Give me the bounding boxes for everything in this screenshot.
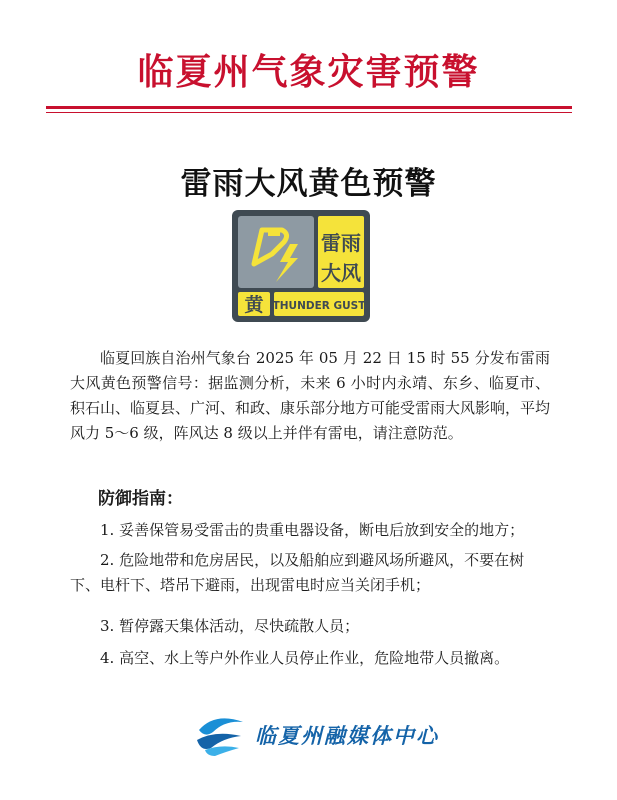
badge-level-char: 黄 <box>244 294 264 316</box>
footer-org-name: 临夏州融媒体中心 <box>255 724 439 748</box>
guide-title: 防御指南： <box>98 489 183 509</box>
guide-item: 4. 高空、水上等户外作业人员停止作业，危险地带人员撤离。 <box>100 649 510 667</box>
document-title: 雷雨大风黄色预警 <box>180 166 437 202</box>
warning-paragraph: 临夏回族自治州气象台 2025 年 05 月 22 日 15 时 55 分发布雷雨大风黄色预警信号：据监测分析，未来 6 小时内永靖、东乡、临夏市、积石山、临夏县、广河、和政、康乐部分地方可能受雷雨大风影响，平均风力 5～6 级，阵风达 8 级以上并伴有雷电，请注意防范。 <box>70 349 551 442</box>
guide-item: 1. 妥善保管易受雷击的贵重电器设备，断电后放到安全的地方； <box>100 521 525 539</box>
header-rule-thick <box>46 106 572 109</box>
guide-item: 3. 暂停露天集体活动，尽快疏散人员； <box>100 617 360 635</box>
footer <box>195 708 445 758</box>
guide-item: 2. 危险地带和危房居民，以及船舶应到避风场所避风，不要在树下、电杆下、塔吊下避雨，出现雷电时应当关闭手机； <box>70 551 525 594</box>
badge-line1: 雷雨 <box>321 231 361 255</box>
header-rule-thin <box>46 112 572 113</box>
warning-badge <box>232 210 370 322</box>
badge-line2: 大风 <box>321 261 361 285</box>
badge-english: THUNDER GUST <box>272 300 366 312</box>
header-title: 临夏州气象灾害预警 <box>137 52 480 93</box>
media-center-logo-icon <box>195 708 247 758</box>
